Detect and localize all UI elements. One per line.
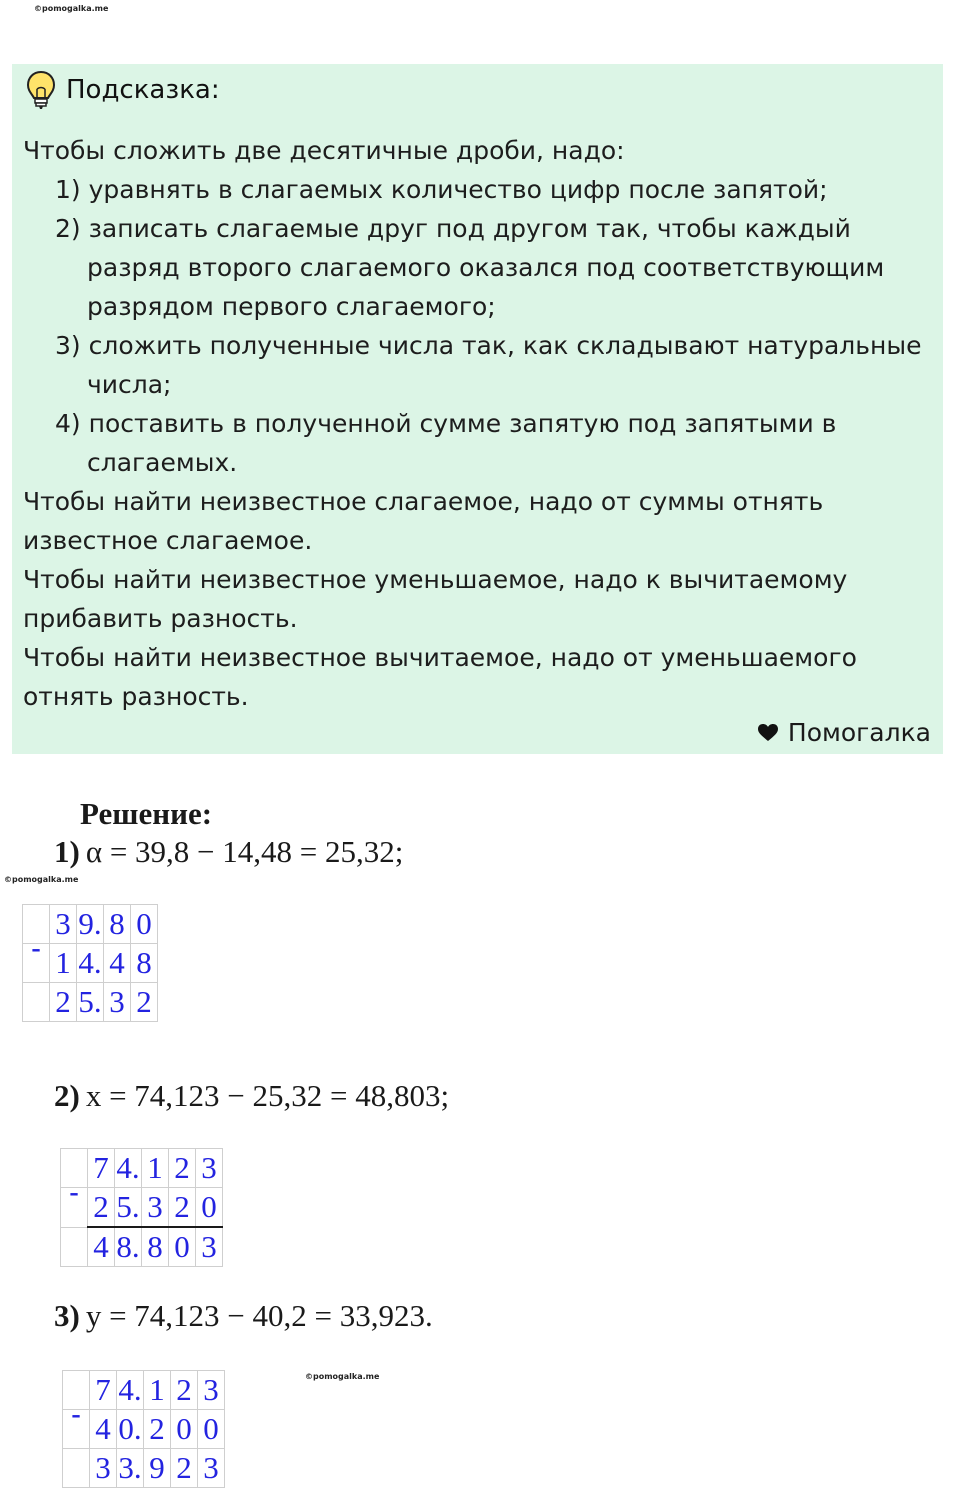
equation: x = 74,123 − 25,32 = 48,803; xyxy=(85,1078,450,1113)
equation: α = 39,8 − 14,48 = 25,32; xyxy=(85,834,404,869)
digit-cell: 4. xyxy=(115,1149,142,1188)
digit-cell: 9. xyxy=(77,905,104,944)
step-2-equation xyxy=(54,1078,449,1114)
hint-line: Чтобы сложить две десятичные дроби, надо: xyxy=(23,136,625,165)
subtraction-grid-2 xyxy=(60,1148,223,1267)
step-3-equation xyxy=(54,1298,433,1334)
digit-cell: 2 xyxy=(144,1410,171,1449)
minus-sign: - xyxy=(61,1188,88,1228)
hint-line: 4) поставить в полученной сумме запятую под запятыми в xyxy=(55,409,837,438)
hint-header xyxy=(26,70,220,110)
digit-cell: 5. xyxy=(115,1188,142,1228)
minus-sign: - xyxy=(63,1410,90,1449)
digit-cell: 0 xyxy=(198,1410,225,1449)
step-1-equation xyxy=(54,834,403,870)
watermark-bottom: ©pomogalka.me xyxy=(305,1372,380,1381)
digit-cell: 1 xyxy=(144,1371,171,1410)
minus-sign: - xyxy=(23,944,50,983)
digit-cell: 3 xyxy=(50,905,77,944)
solution-heading: Решение: xyxy=(80,796,213,831)
digit-cell: 8 xyxy=(131,944,158,983)
digit-cell: 2 xyxy=(169,1149,196,1188)
watermark-mid: ©pomogalka.me xyxy=(4,875,79,884)
hint-line: Чтобы найти неизвестное слагаемое, надо от суммы отнять xyxy=(23,487,824,516)
brand xyxy=(758,718,931,747)
digit-cell: 2 xyxy=(50,983,77,1022)
brand-name: Помогалка xyxy=(787,718,931,747)
digit-cell: 0 xyxy=(196,1188,223,1228)
digit-cell: 3 xyxy=(104,983,131,1022)
digit-cell: 2 xyxy=(171,1371,198,1410)
digit-cell: 3 xyxy=(198,1449,225,1488)
step-number: 1) xyxy=(54,834,80,869)
watermark-top: ©pomogalka.me xyxy=(34,4,109,13)
digit-cell: 8 xyxy=(142,1227,169,1267)
subtraction-grid-3 xyxy=(62,1370,225,1488)
digit-cell: 7 xyxy=(90,1371,117,1410)
hint-line: слагаемых. xyxy=(87,448,238,477)
digit-cell: 4 xyxy=(88,1227,115,1267)
digit-cell: 3 xyxy=(198,1371,225,1410)
hint-line: известное слагаемое. xyxy=(23,526,313,555)
digit-cell: 0 xyxy=(171,1410,198,1449)
digit-cell: 3 xyxy=(90,1449,117,1488)
digit-cell: 0 xyxy=(169,1227,196,1267)
digit-cell: 5. xyxy=(77,983,104,1022)
digit-cell: 4. xyxy=(117,1371,144,1410)
digit-cell: 3. xyxy=(117,1449,144,1488)
digit-cell: 7 xyxy=(88,1149,115,1188)
digit-cell: 1 xyxy=(50,944,77,983)
blank-cell xyxy=(63,1449,90,1488)
hint-line: отнять разность. xyxy=(23,682,249,711)
blank-cell xyxy=(61,1227,88,1267)
hint-line: числа; xyxy=(87,370,172,399)
digit-cell: 2 xyxy=(169,1188,196,1228)
subtraction-grid-1 xyxy=(22,904,158,1022)
hint-line: разряд второго слагаемого оказался под соответствующим xyxy=(87,253,885,282)
blank-cell xyxy=(23,983,50,1022)
heart-icon xyxy=(758,724,778,742)
step-number: 2) xyxy=(54,1078,80,1113)
hint-line: прибавить разность. xyxy=(23,604,298,633)
digit-cell: 4 xyxy=(104,944,131,983)
hint-line: 1) уравнять в слагаемых количество цифр после запятой; xyxy=(55,175,828,204)
digit-cell: 1 xyxy=(142,1149,169,1188)
hint-line: Чтобы найти неизвестное вычитаемое, надо от уменьшаемого xyxy=(23,643,857,672)
equation: y = 74,123 − 40,2 = 33,923. xyxy=(85,1298,433,1333)
digit-cell: 2 xyxy=(88,1188,115,1228)
digit-cell: 8 xyxy=(104,905,131,944)
digit-cell: 3 xyxy=(142,1188,169,1228)
digit-cell: 0 xyxy=(131,905,158,944)
hint-line: 3) сложить полученные числа так, как складывают натуральные xyxy=(55,331,922,360)
hint-line: 2) записать слагаемые друг под другом так, чтобы каждый xyxy=(55,214,851,243)
lightbulb-icon xyxy=(26,70,56,110)
digit-cell: 9 xyxy=(144,1449,171,1488)
digit-cell: 3 xyxy=(196,1149,223,1188)
hint-line: разрядом первого слагаемого; xyxy=(87,292,496,321)
digit-cell: 2 xyxy=(131,983,158,1022)
hint-title: Подсказка: xyxy=(66,75,220,105)
digit-cell: 4. xyxy=(77,944,104,983)
step-number: 3) xyxy=(54,1298,80,1333)
hint-line: Чтобы найти неизвестное уменьшаемое, надо к вычитаемому xyxy=(23,565,848,594)
digit-cell: 0. xyxy=(117,1410,144,1449)
digit-cell: 4 xyxy=(90,1410,117,1449)
hint-box xyxy=(12,64,943,754)
digit-cell: 2 xyxy=(171,1449,198,1488)
digit-cell: 8. xyxy=(115,1227,142,1267)
digit-cell: 3 xyxy=(196,1227,223,1267)
